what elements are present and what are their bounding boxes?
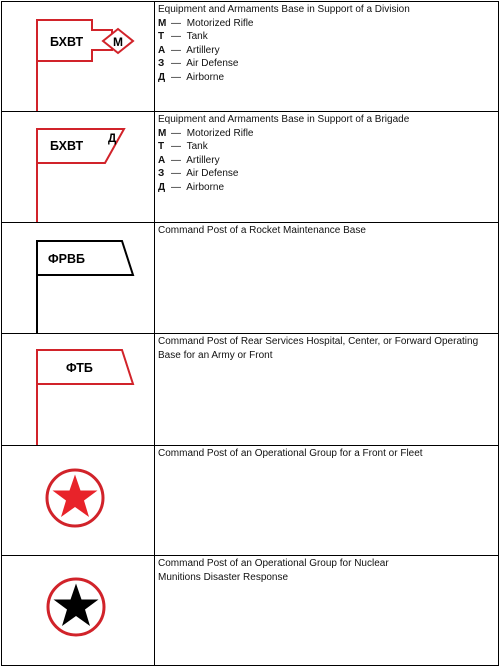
- symbol-cell: [2, 2, 155, 112]
- row-title-line: Base for an Army or Front: [158, 349, 273, 361]
- description-cell: [155, 334, 499, 446]
- row-title-line: Command Post of an Operational Group for Nuclear: [158, 558, 389, 569]
- symbol-cell: [2, 112, 155, 223]
- rear-services-flag-symbol: [2, 334, 154, 445]
- symbol-label: ФТБ: [66, 361, 93, 375]
- legend-item: З — Air Defense: [158, 168, 239, 180]
- legend-item: М — Motorized Rifle: [158, 127, 254, 139]
- symbol-cell: [2, 446, 155, 556]
- legend-item: Т — Tank: [158, 141, 208, 153]
- row-title: Equipment and Armaments Base in Support of a Division: [158, 4, 410, 15]
- legend-item: З — Air Defense: [158, 58, 239, 70]
- table-row: [2, 446, 499, 556]
- description-cell: [155, 112, 499, 223]
- description-cell: [155, 556, 499, 666]
- description-cell: [155, 223, 499, 334]
- row-title-line: Munitions Disaster Response: [158, 571, 289, 583]
- legend-item: М — Motorized Rifle: [158, 17, 254, 29]
- symbol-label: БХВТ: [50, 139, 84, 153]
- table-row: [2, 2, 499, 112]
- table-row: [2, 334, 499, 446]
- symbol-cell: [2, 334, 155, 446]
- row-title: Command Post of a Rocket Maintenance Base: [158, 225, 366, 236]
- symbol-cell: [2, 556, 155, 666]
- symbol-label: ФРВБ: [48, 252, 86, 266]
- description-cell: [155, 2, 499, 112]
- symbol-badge: М: [113, 35, 123, 49]
- table-row: [2, 112, 499, 223]
- description-cell: [155, 446, 499, 556]
- operational-group-red-star-symbol: [2, 446, 154, 555]
- symbols-table: [1, 1, 499, 666]
- division-base-flag-symbol: [2, 2, 154, 111]
- legend-item: Д — Airborne: [158, 71, 225, 83]
- legend-item: А — Artillery: [158, 44, 220, 56]
- legend-item: Т — Tank: [158, 31, 208, 43]
- symbol-cell: [2, 223, 155, 334]
- rocket-maintenance-flag-symbol: [2, 223, 154, 333]
- legend-item: А — Artillery: [158, 154, 220, 166]
- table-row: [2, 556, 499, 666]
- nuclear-response-black-star-symbol: [2, 556, 154, 665]
- legend-item: Д — Airborne: [158, 181, 225, 193]
- table-row: [2, 223, 499, 334]
- brigade-base-flag-symbol: [2, 112, 154, 222]
- row-title: Command Post of an Operational Group for a Front or Fleet: [158, 448, 423, 459]
- row-title-line: Command Post of Rear Services Hospital, Center, or Forward Operating: [158, 336, 479, 347]
- symbol-label: БХВТ: [50, 35, 84, 49]
- row-title: Equipment and Armaments Base in Support of a Brigade: [158, 114, 410, 125]
- symbol-badge: Д: [108, 133, 117, 145]
